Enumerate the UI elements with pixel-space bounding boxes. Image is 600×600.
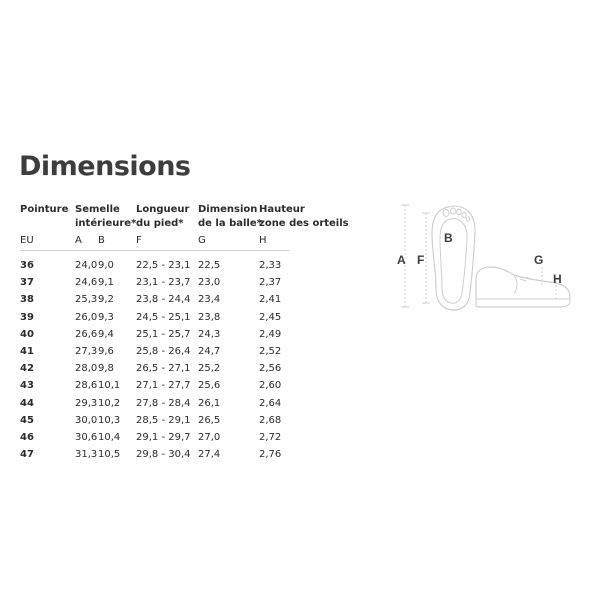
header-longueur-line2: du pied* [136, 218, 184, 229]
subheader-h: H [259, 235, 267, 246]
cell-eu: 43 [20, 380, 34, 392]
cell-a: 31,3 [75, 449, 98, 461]
cell-g: 25,6 [198, 380, 221, 392]
foot-and-shoe-diagram-icon [390, 195, 580, 320]
header-semelle-line2: intérieure* [75, 218, 137, 229]
header-longueur-line1: Longueur [136, 204, 190, 215]
cell-a: 29,3 [75, 397, 98, 409]
header-dimension-line1: Dimension [198, 204, 258, 215]
cell-b: 9,2 [98, 294, 114, 306]
cell-a: 28,0 [75, 363, 98, 375]
cell-g: 23,8 [198, 311, 221, 323]
subheader-b: B [98, 235, 105, 246]
cell-g: 22,5 [198, 260, 221, 271]
diagram-label-h: H [553, 272, 562, 286]
subheader-f: F [136, 235, 142, 246]
cell-f: 28,5 - 29,1 [136, 414, 191, 426]
cell-g: 25,2 [198, 363, 221, 375]
cell-f: 26,5 - 27,1 [136, 363, 191, 375]
cell-g: 26,5 [198, 414, 221, 426]
cell-f: 27,8 - 28,4 [136, 397, 191, 409]
cell-eu: 45 [20, 414, 34, 426]
subheader-eu: EU [20, 235, 34, 246]
cell-h: 2,33 [259, 260, 282, 271]
diagram-label-a: A [397, 253, 406, 267]
cell-f: 29,8 - 30,4 [136, 449, 191, 461]
cell-b: 9,6 [98, 346, 114, 357]
cell-eu: 37 [20, 277, 34, 289]
cell-g: 27,4 [198, 449, 221, 461]
cell-a: 24,6 [75, 277, 98, 289]
cell-h: 2,60 [259, 380, 282, 392]
cell-f: 23,8 - 24,4 [136, 294, 191, 306]
header-semelle-line1: Semelle [75, 204, 120, 215]
cell-f: 27,1 - 27,7 [136, 380, 191, 392]
cell-b: 10,5 [98, 449, 121, 461]
cell-f: 24,5 - 25,1 [136, 311, 191, 323]
cell-a: 27,3 [75, 346, 98, 357]
size-table [0, 198, 349, 468]
header-pointure: Pointure [20, 204, 69, 215]
header-hauteur-line2: zone des orteils [259, 218, 349, 229]
subheader-a: A [75, 235, 82, 246]
cell-h: 2,52 [259, 346, 282, 357]
cell-f: 25,1 - 25,7 [136, 328, 191, 340]
cell-a: 30,0 [75, 414, 98, 426]
diagram-label-g: G [534, 253, 544, 267]
cell-eu: 41 [20, 346, 34, 357]
cell-eu: 44 [20, 397, 34, 409]
cell-g: 23,0 [198, 277, 221, 289]
cell-eu: 36 [20, 260, 34, 271]
cell-b: 10,2 [98, 397, 121, 409]
cell-h: 2,64 [259, 397, 282, 409]
cell-g: 23,4 [198, 294, 221, 306]
cell-f: 23,1 - 23,7 [136, 277, 191, 289]
cell-b: 10,1 [98, 380, 121, 392]
cell-eu: 39 [20, 311, 34, 323]
diagram-label-f: F [417, 253, 425, 267]
header-divider [20, 250, 290, 251]
cell-eu: 40 [20, 328, 34, 340]
cell-f: 25,8 - 26,4 [136, 346, 191, 357]
cell-g: 24,3 [198, 328, 221, 340]
cell-a: 24,0 [75, 260, 98, 271]
cell-h: 2,37 [259, 277, 282, 289]
cell-a: 26,6 [75, 328, 98, 340]
cell-g: 24,7 [198, 346, 221, 357]
cell-b: 9,1 [98, 277, 114, 289]
cell-f: 22,5 - 23,1 [136, 260, 191, 271]
cell-b: 10,3 [98, 414, 121, 426]
cell-a: 30,6 [75, 432, 98, 443]
cell-h: 2,76 [259, 449, 282, 461]
cell-b: 9,4 [98, 328, 114, 340]
cell-h: 2,72 [259, 432, 282, 443]
cell-eu: 46 [20, 432, 34, 443]
cell-g: 27,0 [198, 432, 221, 443]
cell-h: 2,41 [259, 294, 282, 306]
cell-h: 2,56 [259, 363, 282, 375]
cell-eu: 38 [20, 294, 34, 306]
cell-a: 28,6 [75, 380, 98, 392]
cell-a: 25,3 [75, 294, 98, 306]
cell-eu: 42 [20, 363, 34, 375]
header-dimension-line2: de la balle* [198, 218, 262, 229]
cell-a: 26,0 [75, 311, 98, 323]
cell-h: 2,49 [259, 328, 282, 340]
subheader-g: G [198, 235, 206, 246]
cell-f: 29,1 - 29,7 [136, 432, 191, 443]
cell-b: 10,4 [98, 432, 121, 443]
cell-g: 26,1 [198, 397, 221, 409]
cell-h: 2,45 [259, 311, 282, 323]
cell-eu: 47 [20, 449, 34, 461]
cell-b: 9,0 [98, 260, 114, 271]
header-hauteur-line1: Hauteur [259, 204, 305, 215]
cell-b: 9,3 [98, 311, 114, 323]
cell-b: 9,8 [98, 363, 114, 375]
cell-h: 2,68 [259, 414, 282, 426]
diagram-label-b: B [444, 231, 453, 245]
page-title: Dimensions [19, 151, 191, 182]
